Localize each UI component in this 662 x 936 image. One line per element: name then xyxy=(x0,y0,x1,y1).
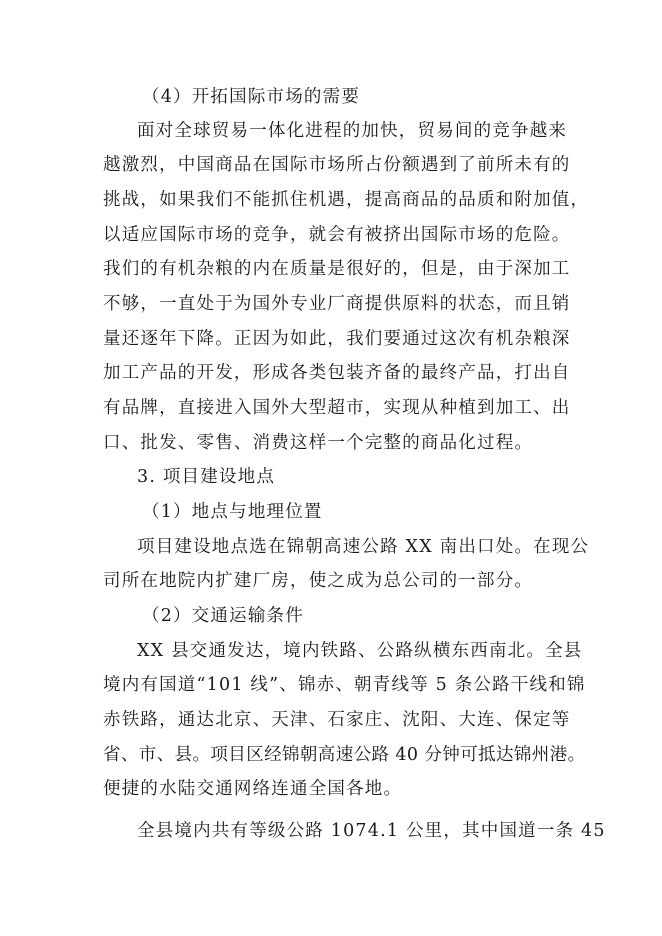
paragraph-line: 境内有国道“101 线”、锦赤、朝青线等 5 条公路干线和锦 xyxy=(103,675,586,695)
paragraph-line: 省、市、县。项目区经锦朝高速公路 40 分钟可抵达锦州港。 xyxy=(103,745,586,765)
paragraph-line: 我们的有机杂粮的内在质量是很好的，但是，由于深加工 xyxy=(103,259,571,279)
subheading-location: （1）地点与地理位置 xyxy=(142,502,323,522)
paragraph-line: 加工产品的开发，形成各类包装齐备的最终产品，打出自 xyxy=(103,363,571,383)
paragraph-line: 越激烈，中国商品在国际市场所占份额遇到了前所未有的 xyxy=(103,155,571,175)
paragraph-line: 司所在地院内扩建厂房，使之成为总公司的一部分。 xyxy=(103,571,534,591)
paragraph-line: 项目建设地点选在锦朝高速公路 XX 南出口处。在现公 xyxy=(137,537,590,557)
paragraph-line: 口、批发、零售、消费这样一个完整的商品化过程。 xyxy=(103,433,534,453)
paragraph-line: 赤铁路，通达北京、天津、石家庄、沈阳、大连、保定等 xyxy=(103,710,571,730)
subheading-transportation: （2）交通运输条件 xyxy=(142,606,304,626)
paragraph-line: 全县境内共有等级公路 1074.1 公里，其中国道一条 45 xyxy=(137,821,606,841)
paragraph-line: 挑战，如果我们不能抓住机遇，提高商品的品质和附加值， xyxy=(103,190,590,210)
subheading-international-market: （4）开拓国际市场的需要 xyxy=(142,87,361,107)
paragraph-line: XX 县交通发达，境内铁路、公路纵横东西南北。全县 xyxy=(137,641,583,661)
paragraph-line: 不够，一直处于为国外专业厂商提供原料的状态，而且销 xyxy=(103,294,571,314)
section-heading-project-location: 3. 项目建设地点 xyxy=(137,467,276,487)
paragraph-line: 以适应国际市场的竞争，就会有被挤出国际市场的危险。 xyxy=(103,225,571,245)
paragraph-line: 量还逐年下降。正因为如此，我们要通过这次有机杂粮深 xyxy=(103,329,571,349)
paragraph-line: 有品牌，直接进入国外大型超市，实现从种植到加工、出 xyxy=(103,398,571,418)
paragraph-line: 面对全球贸易一体化进程的加快，贸易间的竞争越来 xyxy=(137,121,568,141)
paragraph-line: 便捷的水陆交通网络连通全国各地。 xyxy=(103,779,403,799)
